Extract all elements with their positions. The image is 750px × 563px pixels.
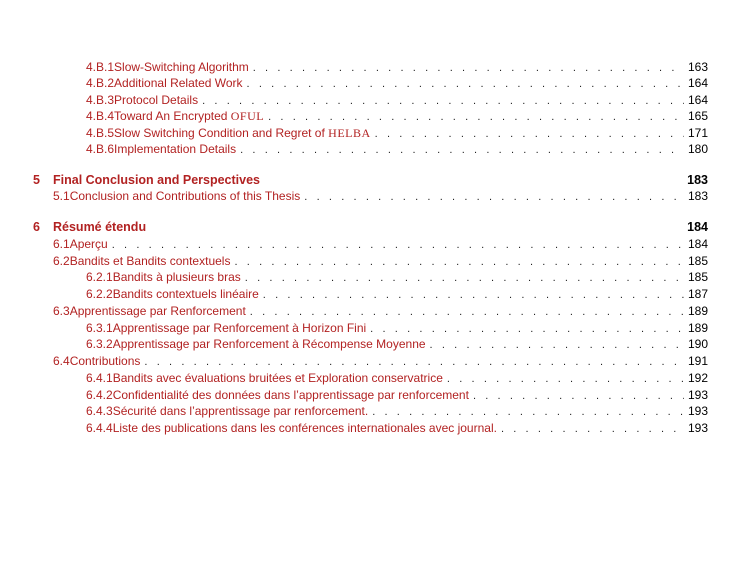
entry-title[interactable]: Apprentissage par Renforcement à Horizon Fini bbox=[112, 321, 367, 335]
entry-page: 165 bbox=[687, 109, 708, 123]
section-number: 6.1 bbox=[53, 237, 70, 251]
toc-chapter[interactable] bbox=[33, 173, 708, 188]
dot-leader bbox=[430, 338, 684, 353]
entry-title[interactable]: Bandits à plusieurs bras bbox=[112, 270, 241, 284]
entry-number: 4.B.4 bbox=[86, 109, 115, 123]
section-number: 6.4 bbox=[53, 354, 70, 368]
entry-title[interactable]: Sécurité dans l’apprentissage par renforcement. bbox=[112, 404, 369, 418]
dot-leader bbox=[240, 143, 684, 158]
entry-page: 171 bbox=[687, 126, 708, 140]
section-page: 185 bbox=[687, 254, 708, 268]
entry-number: 6.4.1 bbox=[86, 371, 113, 385]
entry-title[interactable]: Confidentialité des données dans l’apprentissage par renforcement bbox=[112, 388, 469, 402]
entry-page: 164 bbox=[687, 93, 708, 107]
entry-number: 6.4.3 bbox=[86, 404, 113, 418]
chapter-page: 184 bbox=[687, 220, 708, 234]
entry-number: 4.B.5 bbox=[86, 126, 115, 140]
algorithm-name: OFUL bbox=[230, 109, 265, 123]
section-page: 189 bbox=[687, 304, 708, 318]
toc-entry[interactable] bbox=[86, 287, 708, 303]
toc-section[interactable] bbox=[53, 354, 708, 370]
toc-section[interactable] bbox=[53, 254, 708, 270]
entry-number: 6.4.2 bbox=[86, 388, 113, 402]
chapter-page: 183 bbox=[687, 173, 708, 187]
entry-page: 164 bbox=[687, 76, 708, 90]
dot-leader bbox=[247, 77, 684, 92]
entry-page: 193 bbox=[687, 421, 708, 435]
toc-section[interactable] bbox=[53, 237, 708, 253]
toc-section[interactable] bbox=[53, 304, 708, 320]
toc-chapter[interactable] bbox=[33, 220, 708, 235]
toc-entry[interactable] bbox=[86, 109, 708, 125]
toc-entry[interactable] bbox=[86, 371, 708, 387]
toc-entry[interactable] bbox=[86, 142, 708, 158]
entry-page: 189 bbox=[687, 321, 708, 335]
chapter-title[interactable]: Final Conclusion and Perspectives bbox=[53, 173, 261, 187]
entry-title[interactable]: Liste des publications dans les conférences internationales avec journal. bbox=[112, 421, 497, 435]
entry-page: 180 bbox=[687, 142, 708, 156]
entry-number: 6.2.1 bbox=[86, 270, 113, 284]
entry-page: 190 bbox=[687, 337, 708, 351]
toc-entry[interactable] bbox=[86, 76, 708, 92]
section-page: 183 bbox=[687, 189, 708, 203]
entry-page: 187 bbox=[687, 287, 708, 301]
section-title[interactable]: Bandits et Bandits contextuels bbox=[69, 254, 231, 268]
entry-title[interactable]: Implementation Details bbox=[114, 142, 237, 156]
toc-entry[interactable] bbox=[86, 60, 708, 76]
dot-leader bbox=[304, 190, 684, 205]
dot-leader bbox=[372, 405, 684, 420]
entry-title[interactable]: Additional Related Work bbox=[114, 76, 243, 90]
dot-leader bbox=[112, 238, 684, 253]
dot-leader bbox=[250, 305, 684, 320]
dot-leader bbox=[447, 372, 684, 387]
dot-leader bbox=[144, 355, 684, 370]
chapter-number: 5 bbox=[33, 173, 40, 187]
entry-number: 4.B.6 bbox=[86, 142, 115, 156]
entry-number: 6.4.4 bbox=[86, 421, 113, 435]
entry-page: 193 bbox=[687, 404, 708, 418]
entry-title[interactable] bbox=[114, 126, 371, 141]
entry-page: 193 bbox=[687, 388, 708, 402]
chapter-heading bbox=[33, 173, 260, 188]
dot-leader bbox=[501, 422, 684, 437]
chapter-number: 6 bbox=[33, 220, 40, 234]
section-page: 184 bbox=[687, 237, 708, 251]
section-number: 6.2 bbox=[53, 254, 70, 268]
dot-leader bbox=[375, 127, 684, 142]
entry-title[interactable] bbox=[114, 109, 264, 124]
dot-leader bbox=[370, 322, 684, 337]
entry-page: 185 bbox=[687, 270, 708, 284]
entry-title-text: Toward An Encrypted bbox=[114, 109, 231, 123]
dot-leader bbox=[473, 389, 684, 404]
toc-entry[interactable] bbox=[86, 270, 708, 286]
entry-title-text: Slow Switching Condition and Regret of bbox=[114, 126, 329, 140]
section-number: 5.1 bbox=[53, 189, 70, 203]
chapter-heading bbox=[33, 220, 146, 235]
toc-entry[interactable] bbox=[86, 404, 708, 420]
section-title[interactable]: Aperçu bbox=[69, 237, 108, 251]
entry-page: 163 bbox=[687, 60, 708, 74]
section-page: 191 bbox=[687, 354, 708, 368]
entry-number: 4.B.2 bbox=[86, 76, 115, 90]
chapter-title[interactable]: Résumé étendu bbox=[53, 220, 147, 234]
section-number: 6.3 bbox=[53, 304, 70, 318]
entry-page: 192 bbox=[687, 371, 708, 385]
toc-entry[interactable] bbox=[86, 126, 708, 142]
section-title[interactable]: Apprentissage par Renforcement bbox=[69, 304, 246, 318]
toc-section[interactable] bbox=[53, 189, 708, 205]
toc-entry[interactable] bbox=[86, 321, 708, 337]
entry-title[interactable]: Apprentissage par Renforcement à Récompense Moyenne bbox=[112, 337, 426, 351]
entry-number: 6.2.2 bbox=[86, 287, 113, 301]
entry-title[interactable]: Slow-Switching Algorithm bbox=[114, 60, 249, 74]
entry-number: 4.B.1 bbox=[86, 60, 115, 74]
section-title[interactable]: Conclusion and Contributions of this Thesis bbox=[69, 189, 301, 203]
section-title[interactable]: Contributions bbox=[69, 354, 141, 368]
toc-entry[interactable] bbox=[86, 421, 708, 437]
algorithm-name: HELBA bbox=[328, 126, 371, 140]
entry-title[interactable]: Protocol Details bbox=[114, 93, 199, 107]
dot-leader bbox=[234, 255, 684, 270]
toc-entry[interactable] bbox=[86, 388, 708, 404]
entry-title[interactable]: Bandits contextuels linéaire bbox=[112, 287, 259, 301]
entry-number: 6.3.1 bbox=[86, 321, 113, 335]
dot-leader bbox=[253, 61, 684, 76]
entry-number: 6.3.2 bbox=[86, 337, 113, 351]
dot-leader bbox=[268, 110, 684, 125]
dot-leader bbox=[245, 271, 684, 286]
dot-leader bbox=[263, 288, 684, 303]
dot-leader bbox=[202, 94, 684, 109]
entry-number: 4.B.3 bbox=[86, 93, 115, 107]
toc-entry[interactable] bbox=[86, 93, 708, 109]
toc-entry[interactable] bbox=[86, 337, 708, 353]
entry-title[interactable]: Bandits avec évaluations bruitées et Exploration conservatrice bbox=[112, 371, 443, 385]
